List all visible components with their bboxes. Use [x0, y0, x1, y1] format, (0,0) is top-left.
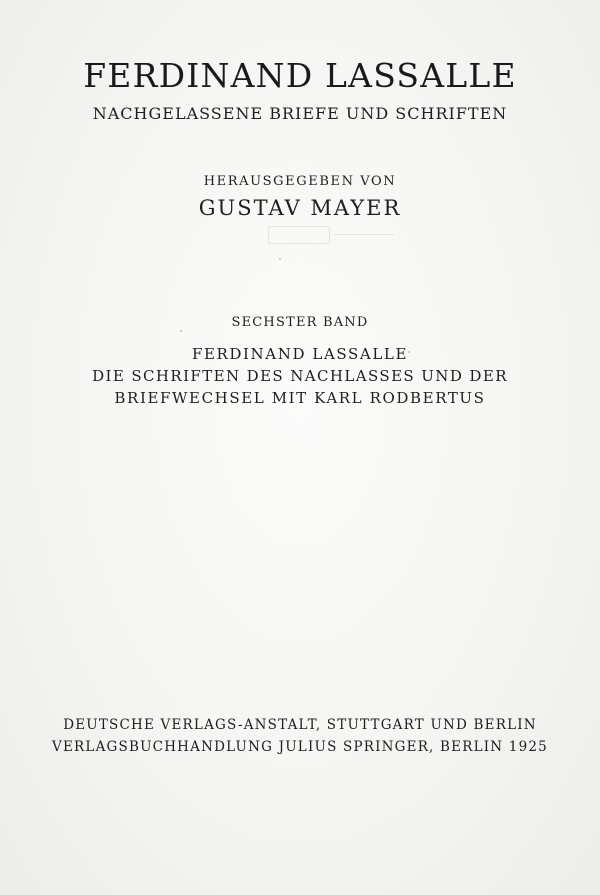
volume-title-line: DIE SCHRIFTEN DES NACHLASSES UND DER	[92, 367, 508, 385]
book-subtitle: NACHGELASSENE BRIEFE UND SCHRIFTEN	[92, 104, 508, 123]
volume-label: SECHSTER BAND	[231, 315, 369, 330]
volume-title-line: BRIEFWECHSEL MIT KARL RODBERTUS	[114, 389, 486, 407]
faint-library-stamp	[268, 222, 398, 248]
publisher-line: DEUTSCHE VERLAGS-ANSTALT, STUTTGART UND BERLIN	[63, 717, 537, 733]
publisher-line: VERLAGSBUCHHANDLUNG JULIUS SPRINGER, BERLIN 1925	[52, 739, 548, 755]
volume-title-line: FERDINAND LASSALLE	[191, 345, 409, 363]
paper-speck	[180, 330, 182, 332]
book-title: FERDINAND LASSALLE	[83, 56, 517, 95]
editor-name: GUSTAV MAYER	[198, 196, 402, 220]
paper-speck	[279, 258, 281, 260]
editor-label: HERAUSGEGEBEN VON	[203, 174, 397, 189]
